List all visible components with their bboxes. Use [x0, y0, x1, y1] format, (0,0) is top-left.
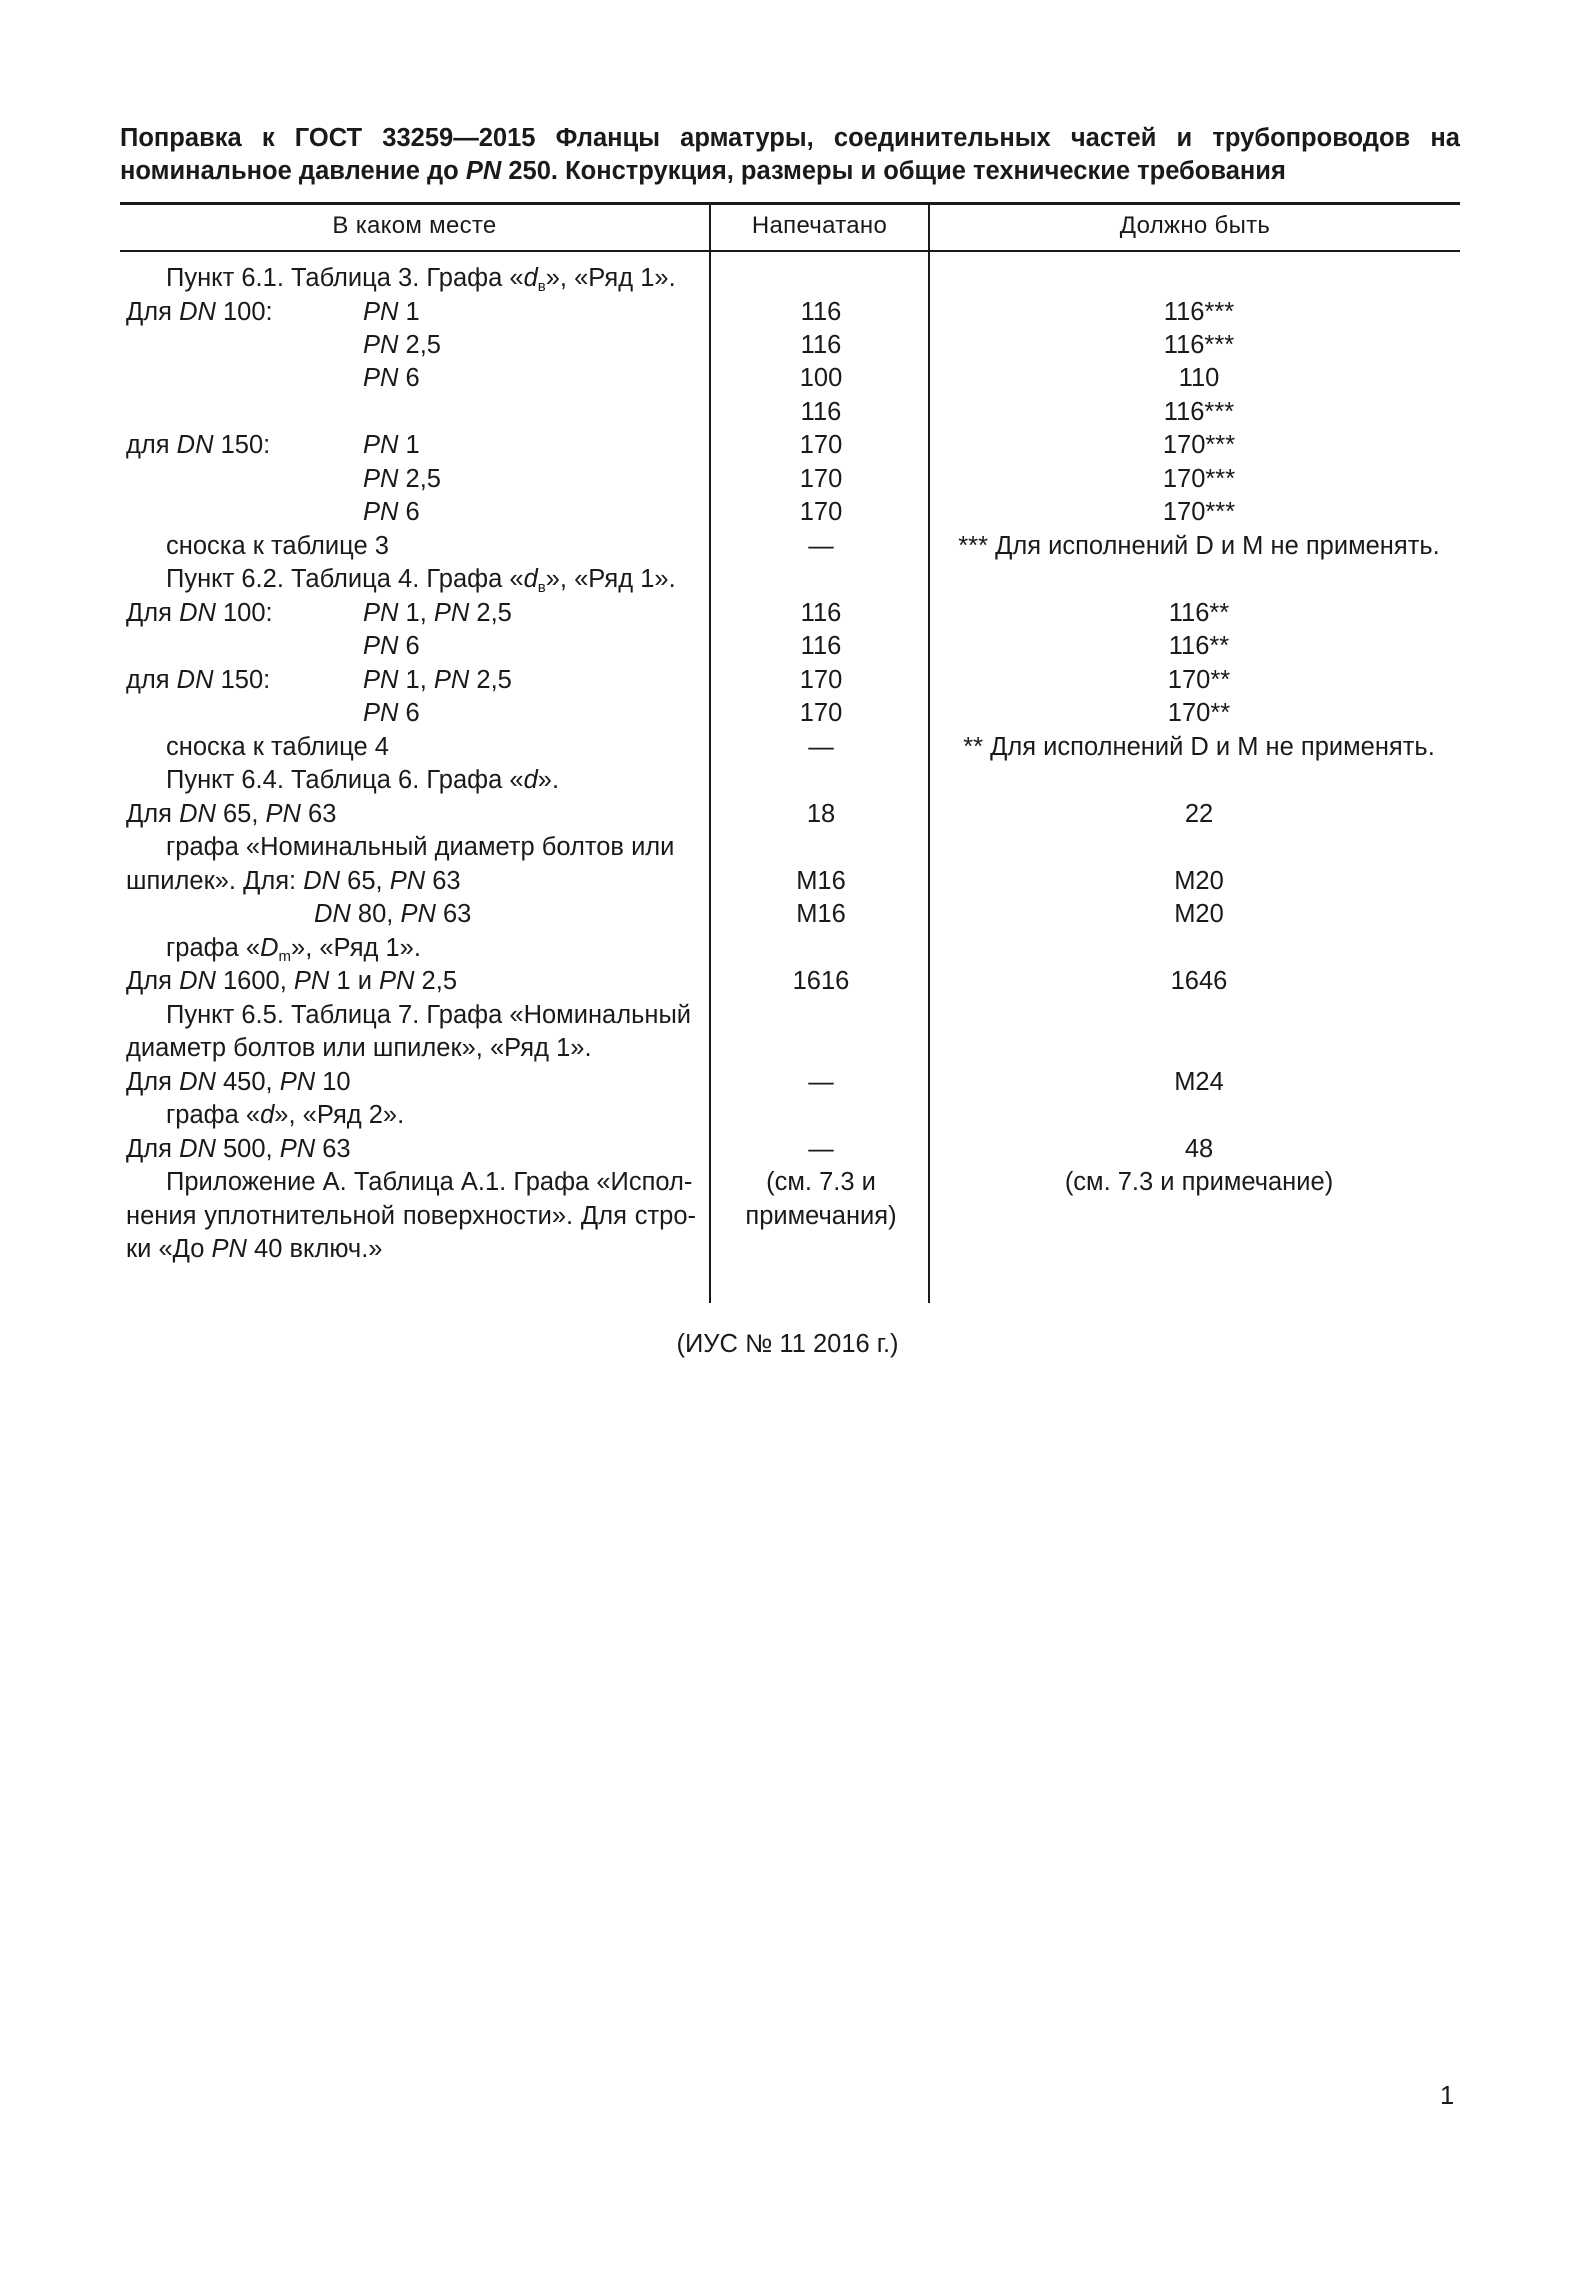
correct-cell: 170*** — [1162, 498, 1236, 526]
location-cell: Пункт 6.2. Таблица 4. Графа «$d_в$», «Ряд 1». — [166, 565, 676, 596]
table-row — [0, 1032, 1575, 1066]
table-row — [0, 296, 1575, 330]
location-cell: Для DN 100: — [126, 298, 273, 326]
pn-cell: PN 2,5 — [363, 465, 441, 493]
location-cell: сноска к таблице 3 — [166, 532, 389, 560]
printed-cell: 1616 — [792, 967, 850, 995]
table-row — [0, 262, 1575, 296]
printed-cell: — — [808, 532, 834, 560]
location-cell: шпилек». Для: DN 65, PN 63 — [126, 867, 461, 895]
pn-cell: PN 6 — [363, 632, 420, 660]
location-cell: Для DN 65, PN 63 — [126, 800, 337, 828]
table-row — [0, 932, 1575, 966]
location-cell: для DN 150: — [126, 431, 271, 459]
printed-cell: 170 — [799, 465, 843, 493]
pn-cell: PN 1 — [363, 431, 420, 459]
correct-cell: 116** — [1168, 632, 1230, 660]
location-cell: Для DN 500, PN 63 — [126, 1135, 351, 1163]
printed-cell: M16 — [796, 867, 846, 895]
document-title — [120, 122, 1460, 188]
table-row — [0, 697, 1575, 731]
pn-cell: PN 6 — [363, 364, 420, 392]
location-cell: сноска к таблице 4 — [166, 733, 389, 761]
table-row — [0, 1166, 1575, 1200]
printed-cell: — — [808, 733, 834, 761]
location-cell: для DN 150: — [126, 666, 271, 694]
correct-cell: 116*** — [1163, 398, 1235, 426]
table-row — [0, 630, 1575, 664]
pn-cell: PN 1, PN 2,5 — [363, 599, 512, 627]
location-cell: ки «До PN 40 включ.» — [126, 1235, 383, 1263]
printed-cell: 116 — [800, 298, 842, 326]
table-row — [0, 429, 1575, 463]
correct-cell: 110 — [1178, 364, 1220, 392]
table-row — [0, 396, 1575, 430]
correct-cell: M20 — [1174, 867, 1224, 895]
header-should-be: Должно быть — [1119, 212, 1271, 239]
printed-cell: 116 — [800, 632, 842, 660]
location-cell: Пункт 6.5. Таблица 7. Графа «Номинальный — [166, 1001, 692, 1029]
printed-cell: 170 — [799, 498, 843, 526]
table-header-rule — [120, 250, 1460, 252]
table-row — [0, 965, 1575, 999]
pn-cell: PN 1 — [363, 298, 420, 326]
correct-cell: ** Для исполнений D и M не применять. — [963, 733, 1435, 761]
printed-cell: (см. 7.3 и — [766, 1168, 876, 1196]
correct-cell: 170** — [1167, 699, 1231, 727]
correct-cell: 48 — [1184, 1135, 1214, 1163]
location-cell: диаметр болтов или шпилек», «Ряд 1». — [126, 1034, 592, 1062]
table-row — [0, 764, 1575, 798]
table-top-rule — [120, 202, 1460, 205]
table-row — [0, 865, 1575, 899]
location-cell: нения уплотнительной поверхности». Для стро- — [126, 1202, 696, 1230]
page-number: 1 — [1440, 2082, 1455, 2110]
header-printed: Напечатано — [751, 212, 888, 239]
table-row — [0, 597, 1575, 631]
table-row — [0, 1099, 1575, 1133]
correct-cell: 116*** — [1163, 331, 1235, 359]
printed-cell: — — [808, 1135, 834, 1163]
printed-cell: — — [808, 1068, 834, 1096]
table-row — [0, 496, 1575, 530]
title-line-1: Поправка к ГОСТ 33259—2015 Фланцы арматуры, соединительных частей и трубопроводов на — [120, 124, 1460, 152]
location-cell: Для DN 450, PN 10 — [126, 1068, 351, 1096]
pn-cell: PN 6 — [363, 699, 420, 727]
location-cell: DN 80, PN 63 — [314, 900, 472, 928]
correct-cell: 22 — [1184, 800, 1214, 828]
location-cell: Пункт 6.1. Таблица 3. Графа «$d_в$», «Ряд 1». — [166, 264, 676, 295]
printed-cell: 116 — [800, 398, 842, 426]
table-row — [0, 463, 1575, 497]
correct-cell: 170** — [1167, 666, 1231, 694]
table-row — [0, 362, 1575, 396]
table-row — [0, 898, 1575, 932]
location-cell: Для DN 1600, PN 1 и PN 2,5 — [126, 967, 458, 995]
correct-cell: 1646 — [1170, 967, 1228, 995]
table-row — [0, 1066, 1575, 1100]
table-row — [0, 1200, 1575, 1234]
table-row — [0, 329, 1575, 363]
printed-cell: 116 — [800, 599, 842, 627]
location-cell: Для DN 100: — [126, 599, 273, 627]
printed-cell: 100 — [799, 364, 843, 392]
correct-cell: 116*** — [1163, 298, 1235, 326]
printed-cell: 116 — [800, 331, 842, 359]
location-cell: графа «Номинальный диаметр болтов или — [166, 833, 675, 861]
correct-cell: 170*** — [1162, 465, 1236, 493]
location-cell: графа «$D_m$», «Ряд 1». — [166, 934, 421, 965]
correct-cell: 170*** — [1162, 431, 1236, 459]
correct-cell: 116** — [1168, 599, 1230, 627]
printed-cell: 18 — [806, 800, 836, 828]
printed-cell: 170 — [799, 666, 843, 694]
location-cell: Приложение А. Таблица А.1. Графа «Испол- — [166, 1168, 693, 1196]
location-cell: графа «d», «Ряд 2». — [166, 1101, 405, 1129]
correct-cell: M20 — [1174, 900, 1224, 928]
printed-cell: примечания) — [745, 1202, 897, 1230]
printed-cell: 170 — [799, 699, 843, 727]
table-row — [0, 530, 1575, 564]
location-cell: Пункт 6.4. Таблица 6. Графа «d». — [166, 766, 560, 794]
table-row — [0, 664, 1575, 698]
table-row — [0, 1233, 1575, 1267]
table-row — [0, 831, 1575, 865]
pn-cell: PN 2,5 — [363, 331, 441, 359]
table-row — [0, 999, 1575, 1033]
correct-cell: *** Для исполнений D и M не применять. — [958, 532, 1440, 560]
table-row — [0, 563, 1575, 597]
table-row — [0, 731, 1575, 765]
ius-reference: (ИУС № 11 2016 г.) — [676, 1330, 899, 1358]
pn-cell: PN 6 — [363, 498, 420, 526]
table-row — [0, 1133, 1575, 1167]
table-row — [0, 798, 1575, 832]
correct-cell: M24 — [1174, 1068, 1224, 1096]
correct-cell: (см. 7.3 и примечание) — [1064, 1168, 1334, 1196]
printed-cell: M16 — [796, 900, 846, 928]
title-line-2: номинальное давление до PN 250. Конструкция, размеры и общие технические требования — [120, 157, 1286, 185]
pn-cell: PN 1, PN 2,5 — [363, 666, 512, 694]
printed-cell: 170 — [799, 431, 843, 459]
header-location: В каком месте — [332, 212, 497, 239]
